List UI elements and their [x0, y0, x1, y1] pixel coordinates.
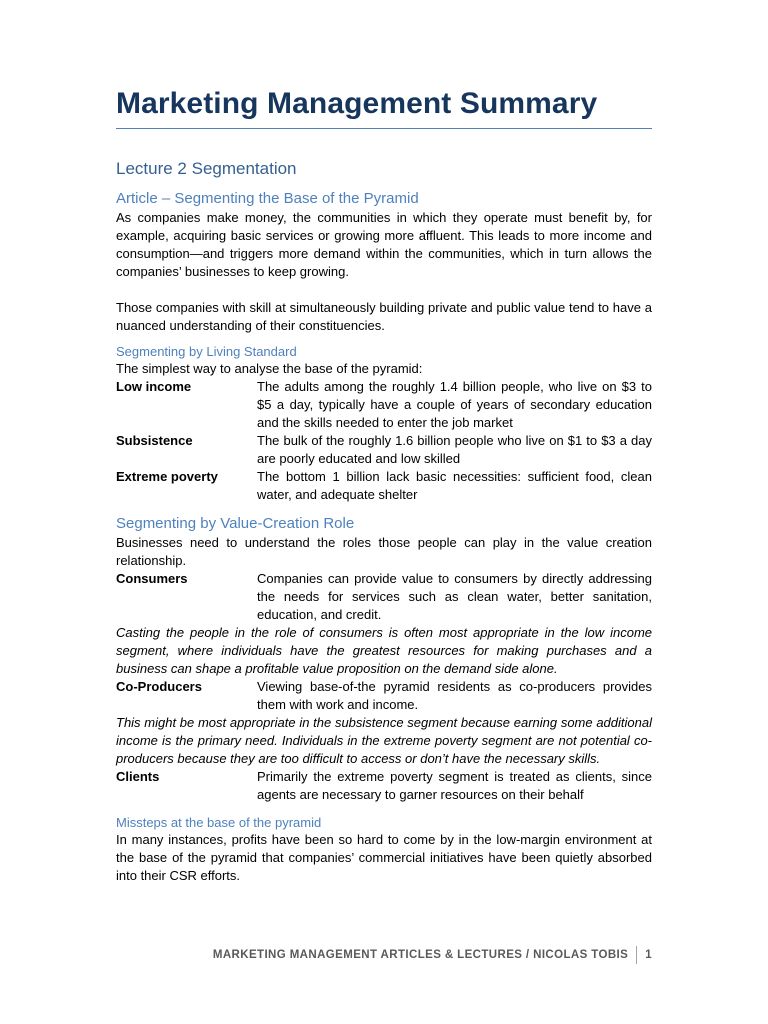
definition-text: The adults among the roughly 1.4 billion people, who live on $3 to $5 a day, typically have a couple of years of secondary education and the skills needed to enter the job market	[257, 379, 652, 430]
lecture-heading: Lecture 2 Segmentation	[116, 159, 297, 178]
consumers-note: Casting the people in the role of consumers is often most appropriate in the low income segment, where individuals have the greatest resources for making purchases and a business can shape a profitable value proposition on the demand side alone.	[116, 625, 652, 676]
footer-text: MARKETING MANAGEMENT ARTICLES & LECTURES / NICOLAS TOBIS	[212, 949, 629, 961]
definition-term: Extreme poverty	[116, 469, 218, 484]
definition-term: Co-Producers	[116, 679, 202, 694]
definition-term: Consumers	[116, 571, 188, 586]
definition-text: Viewing base-of-the pyramid residents as co-producers provides them with work and income.	[257, 679, 652, 712]
missteps-heading: Missteps at the base of the pyramid	[116, 815, 322, 830]
definition-row	[116, 468, 652, 504]
page-number: 1	[645, 949, 652, 961]
living-standard-intro: The simplest way to analyse the base of the pyramid:	[116, 361, 423, 376]
definition-row	[116, 678, 652, 714]
definition-text: Primarily the extreme poverty segment is treated as clients, since agents are necessary to garner resources on their behalf	[257, 769, 652, 802]
living-standard-heading: Segmenting by Living Standard	[116, 344, 297, 359]
value-creation-intro: Businesses need to understand the roles those people can play in the value creation relationship.	[116, 535, 652, 568]
definition-text: The bulk of the roughly 1.6 billion people who live on $1 to $3 a day are poorly educated and low skilled	[257, 433, 652, 466]
intro-paragraph-2: Those companies with skill at simultaneously building private and public value tend to have a nuanced understanding of their constituencies.	[116, 300, 652, 333]
definition-text: The bottom 1 billion lack basic necessities: sufficient food, clean water, and adequate shelter	[257, 469, 652, 502]
missteps-paragraph: In many instances, profits have been so hard to come by in the low-margin environment at the base of the pyramid that companies’ commercial initiatives have been quietly absorbed into their CSR efforts.	[116, 832, 652, 883]
definition-row	[116, 432, 652, 468]
footer-divider	[636, 946, 637, 964]
value-creation-heading: Segmenting by Value-Creation Role	[116, 515, 355, 532]
definition-term: Subsistence	[116, 433, 193, 448]
article-heading: Article – Segmenting the Base of the Pyramid	[116, 190, 419, 207]
definition-term: Low income	[116, 379, 192, 394]
definition-term: Clients	[116, 769, 160, 784]
intro-paragraph-1: As companies make money, the communities in which they operate must benefit by, for example, acquiring basic services or growing more affluent. This leads to more income and consumption—and triggers more demand within the communities, which in turn allows the companies’ businesses to keep growing.	[116, 210, 652, 279]
definition-text: Companies can provide value to consumers by directly addressing the needs for services such as clean water, better sanitation, education, and credit.	[257, 571, 652, 622]
definition-row	[116, 768, 652, 804]
definition-row	[116, 378, 652, 432]
definition-row	[116, 570, 652, 624]
page-footer	[213, 946, 652, 964]
document-title: Marketing Management Summary	[116, 86, 652, 129]
coproducers-note: This might be most appropriate in the subsistence segment because earning some additional income is the primary need. Individuals in the extreme poverty segment are not potential co-producers because they are too difficult to access or don’t have the necessary skills.	[116, 715, 652, 766]
page-content	[116, 86, 652, 885]
